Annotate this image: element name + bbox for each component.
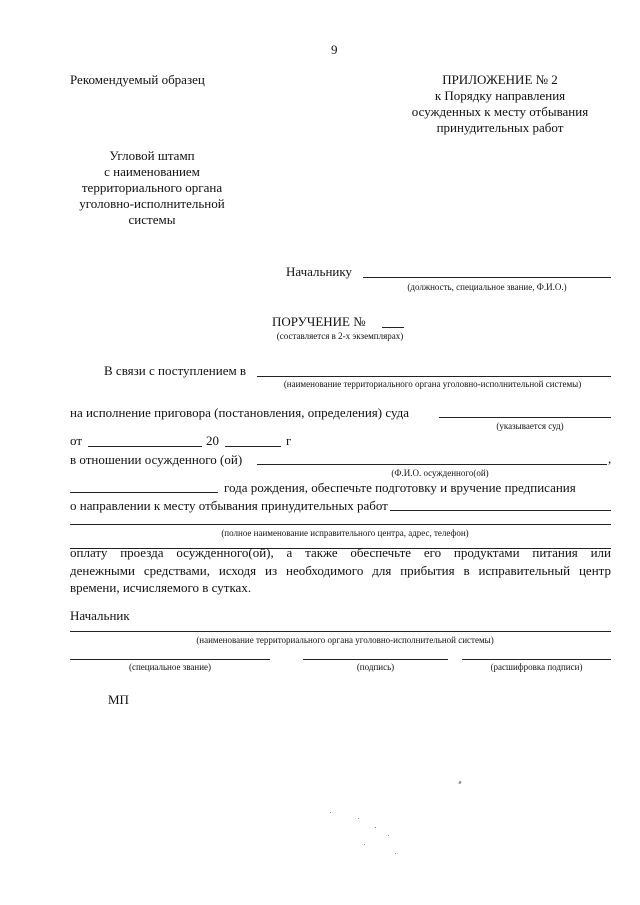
birth-year-field[interactable]	[70, 492, 218, 493]
convict-name-field[interactable]	[257, 464, 607, 465]
court-field[interactable]	[439, 417, 611, 418]
correction-center-hint: (полное наименование исправительного центра, адрес, телефон)	[221, 528, 469, 538]
court-hint: (указывается суд)	[496, 421, 564, 431]
body-line-3: в отношении осужденного (ой)	[70, 452, 243, 467]
corner-stamp-line-4: уголовно-исполнительной	[79, 196, 225, 211]
scan-speck	[375, 827, 376, 828]
page-number: 9	[331, 42, 338, 57]
addressee-hint: (должность, специальное звание, Ф.И.О.)	[407, 282, 567, 292]
scan-speck	[330, 812, 331, 813]
recommended-sample-label: Рекомендуемый образец	[70, 72, 205, 87]
scan-speck	[395, 853, 396, 854]
body-line-5: о направлении к месту отбывания принудительных работ	[70, 498, 388, 513]
addressee-line[interactable]	[363, 277, 611, 278]
corner-stamp-line-5: системы	[128, 212, 176, 227]
correction-center-field-2[interactable]	[70, 524, 611, 525]
corner-stamp-line-3: территориального органа	[81, 180, 223, 195]
signature-org-hint: (наименование территориального органа уголовно-исполнительной системы)	[196, 635, 494, 645]
scan-speck	[458, 781, 461, 785]
scan-speck	[358, 818, 359, 819]
body-line-6c: времени, исчисляемого в сутках.	[70, 580, 252, 595]
body-line-6a: оплату проезда осужденного(ой), а также обеспечьте его продуктами питания или	[70, 545, 611, 560]
signature-label: Начальник	[70, 608, 130, 623]
scan-speck	[364, 844, 365, 845]
appendix-line-4: принудительных работ	[436, 120, 564, 135]
body-line-4: года рождения, обеспечьте подготовку и вручение предписания	[224, 480, 576, 495]
date-from-label: от	[70, 433, 83, 448]
decode-hint: (расшифровка подписи)	[490, 662, 583, 672]
correction-center-field-1[interactable]	[390, 510, 611, 511]
date-day-month-field[interactable]	[88, 446, 202, 447]
rank-field[interactable]	[70, 659, 270, 660]
scan-speck	[388, 835, 389, 836]
corner-stamp-line-2: с наименованием	[104, 164, 200, 179]
appendix-line-2: к Порядку направления	[434, 88, 566, 103]
body-line-1-hint: (наименование территориального органа уголовно-исполнительной системы)	[283, 379, 582, 389]
decode-field[interactable]	[462, 659, 611, 660]
rank-hint: (специальное звание)	[128, 662, 212, 672]
appendix-line-3: осужденных к месту отбывания	[411, 104, 589, 119]
corner-stamp-line-1: Угловой штамп	[109, 148, 195, 163]
appendix-line-1: ПРИЛОЖЕНИЕ № 2	[442, 72, 558, 87]
sign-hint: (подпись)	[356, 662, 395, 672]
convict-name-comma: ,	[608, 451, 612, 466]
sign-field[interactable]	[303, 659, 448, 660]
document-title-sub: (составляется в 2-х экземплярах)	[276, 331, 404, 341]
signature-org-field[interactable]	[70, 631, 611, 632]
body-line-1: В связи с поступлением в	[104, 363, 247, 378]
body-line-6b: денежными средствами, исходя из необходимого для прибытия в исправительный центр	[70, 563, 611, 578]
convict-name-hint: (Ф.И.О. осужденного(ой)	[391, 468, 489, 478]
date-year-suffix: г	[286, 433, 292, 448]
body-line-1-field[interactable]	[257, 376, 611, 377]
date-year-field[interactable]	[225, 446, 281, 447]
document-number-line[interactable]	[382, 327, 404, 328]
seal-label: МП	[108, 692, 129, 707]
addressee-label: Начальнику	[286, 264, 353, 279]
body-line-2: на исполнение приговора (постановления, определения) суда	[70, 405, 410, 420]
document-title: ПОРУЧЕНИЕ №	[272, 314, 366, 329]
date-year-prefix: 20	[206, 433, 219, 448]
